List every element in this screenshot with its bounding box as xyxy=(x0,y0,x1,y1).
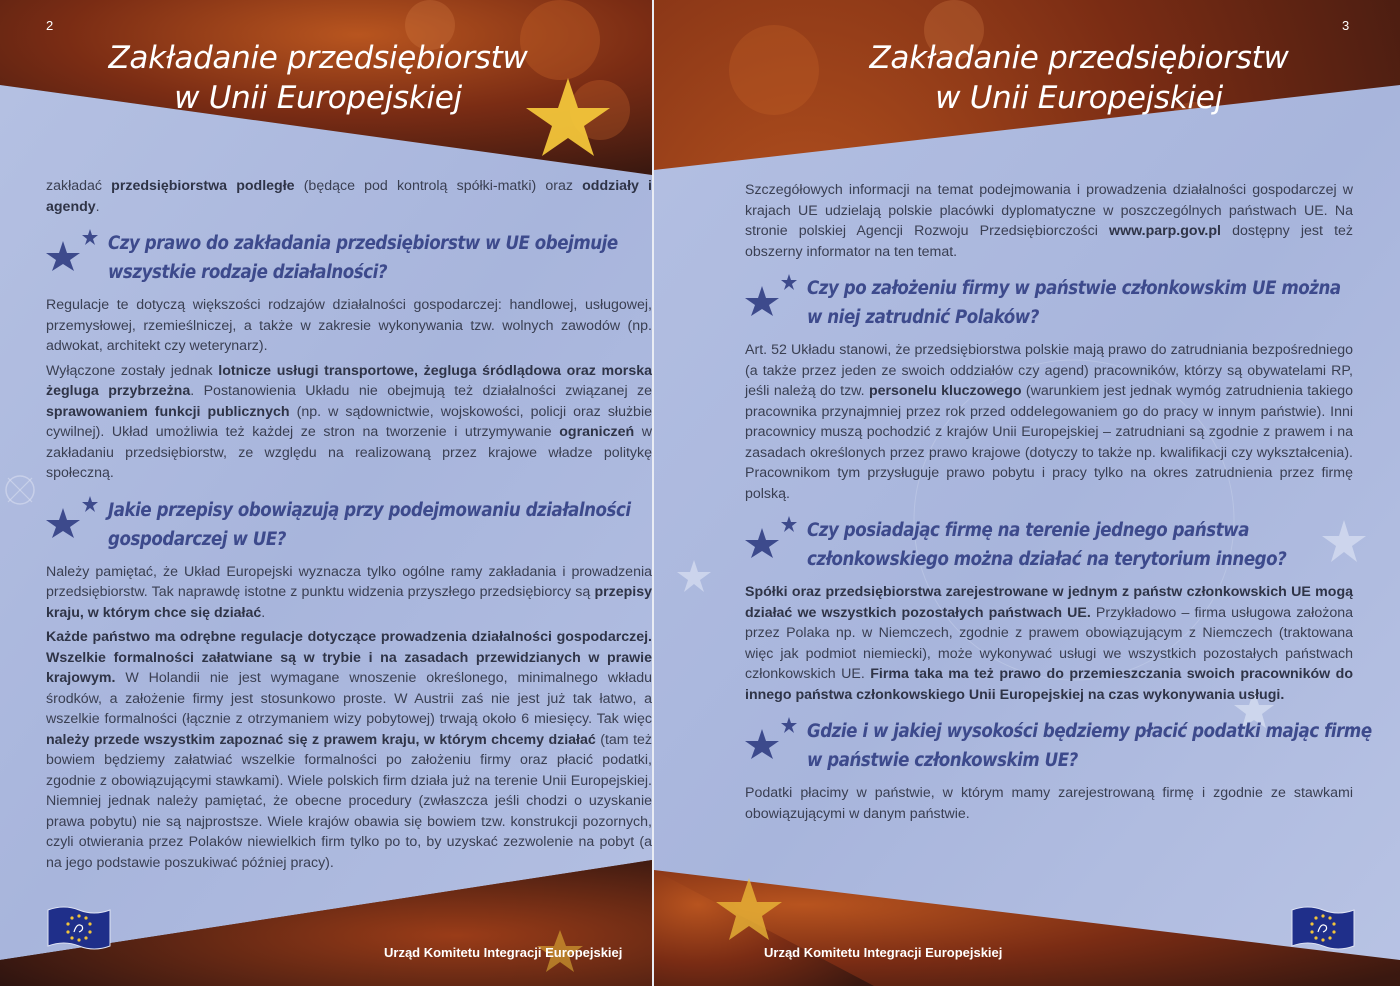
right-content xyxy=(745,180,1372,828)
eu-flag-logo xyxy=(1290,904,1356,952)
title-line-1: Zakładanie przedsiębiorstw xyxy=(869,40,1289,76)
two-stars-icon xyxy=(745,516,807,558)
footer-label: Urząd Komitetu Integracji Europejskiej xyxy=(764,945,1003,960)
answer-paragraph: Należy pamiętać, że Układ Europejski wyznacza tylko ogólne ramy zakładania i prowadzenia przedsiębiorstw. Tak naprawdę istotne z punktu widzenia przyszłego przedsiębiorcy są przepisy kraju, w którym chce się działać. xyxy=(46,563,652,621)
intro-paragraph: zakładać przedsiębiorstwa podległe (będące pod kontrolą spółki-matki) oraz oddziały i agendy. xyxy=(46,178,652,215)
answer-paragraph: Wyłączone zostały jednak lotnicze usługi transportowe, żegluga śródlądowa oraz morska żegluga przybrzeżna. Postanowienia Układu nie obejmują też działalności związanej ze sprawowaniem funkcji publicznych (np. w sądownictwie, wojskowości, policji oraz służbie cywilnej). Układ umożliwia też każdej ze stron na tworzenie i utrzymywanie ograniczeń w zakładaniu przedsiębiorstw, ze względu na realizowaną przez krajowe władze politykę społeczną. xyxy=(46,362,652,481)
right-page xyxy=(654,0,1400,986)
left-content xyxy=(46,176,652,877)
two-stars-icon xyxy=(46,229,108,271)
title-line-2: w Unii Europejskiej xyxy=(174,80,462,116)
question-heading: Czy po założeniu firmy w państwie członkowskim UE można w niej zatrudnić Polaków? xyxy=(745,274,1353,332)
page-title xyxy=(844,38,1314,118)
intro-paragraph: Szczegółowych informacji na temat podejmowania i prowadzenia działalności gospodarczej w krajach UE udzielają polskie placówki dyplomatyczne w poszczególnych państwach UE. Na stronie polskiej Agencji Rozwoju Przedsiębiorczości www.parp.gov.pl dostępny jest też obszerny informator na ten temat. xyxy=(745,182,1353,260)
left-page xyxy=(0,0,652,986)
answer-paragraph: Art. 52 Układu stanowi, że przedsiębiorstwa polskie mają prawo do zatrudniania bezpośredniego (a także przez jeden ze swoich oddziałów czy agend) pracowników, którzy są obywatelami RP, jeśli należą do tzw. personelu kluczowego (warunkiem jest jednak wymóg zatrudnienia takiego pracownika przynajmniej przez rok przed oddelegowaniem go do pracy w innym państwie). Inni pracownicy muszą pochodzić z krajów Unii Europejskiej – zatrudniani są zgodnie z prawem i na zasadach określonych przez prawo krajowe (dotyczy to także np. kwalifikacji czy wykształcenia). Pracownikom tym przysługuje prawo pobytu i pracy tylko na okres zatrudnienia przez firmę polską. xyxy=(745,342,1353,502)
answer-paragraph: Regulacje te dotyczą większości rodzajów działalności gospodarczej: handlowej, usługowej, przemysłowej, rzemieślniczej, a także w zakresie wykonywania tzw. wolnych zawodów (np. adwokat, architekt czy weterynarz). xyxy=(46,297,652,354)
title-line-1: Zakładanie przedsiębiorstw xyxy=(108,40,528,76)
page-number: 3 xyxy=(1342,18,1350,33)
question-heading: Jakie przepisy obowiązują przy podejmowaniu działalności gospodarczej w UE? xyxy=(46,496,652,554)
answer-paragraph: Każde państwo ma odrębne regulacje dotyczące prowadzenia działalności gospodarczej. Wszelkie formalności załatwiane są w trybie i na zasadach przewidzianych w prawie krajowym. W Holandii nie jest wymagane wnoszenie określonego, minimalnego wkładu środków, a założenie firmy jest stosunkowo proste. W Austrii zaś nie jest już tak łatwo, a wszelkie formalności (łącznie z otrzymaniem wizy pobytowej) trwają około 6 miesięcy. Tak więc należy przede wszystkim zapoznać się z prawem kraju, w którym chcemy działać (tam też bowiem będziemy załatwiać wszelkie formalności po założeniu firmy oraz płacić podatki, zgodnie z obowiązującymi stawkami). Wiele polskich firm działa już na terenie Unii Europejskiej. Niemniej jednak należy pamiętać, że obecne procedury (zwłaszcza jeśli chodzi o uzyskanie prawa pobytu) nie są najprostsze. Wiele krajów obawia się bowiem tzw. konstrukcji pozornych, czyli otwierania przez Polaków niewielkich firm tylko po to, by uzyskać zezwolenie na pobyt (a na jego podstawie poszukiwać później pracy). xyxy=(46,629,652,871)
answer-paragraph: Spółki oraz przedsiębiorstwa zarejestrowane w jednym z państw członkowskich UE mogą działać we wszystkich pozostałych państwach UE. Przykładowo – firma usługowa założona przez Polaka np. w Niemczech, zgodnie z prawem obowiązującym z Niemczech (traktowana więc jak podmiot niemiecki), może wykonywać usługi we wszystkich pozostałych państwach członkowskich UE. Firma taka ma też prawo do przemieszczania swoich pracowników do innego państwa członkowskiego Unii Europejskiej na czas wykonywania usługi. xyxy=(745,584,1353,703)
page-number: 2 xyxy=(46,18,54,33)
eu-flag-logo xyxy=(46,904,112,952)
two-stars-icon xyxy=(745,274,807,316)
two-stars-icon xyxy=(46,496,108,538)
question-heading: Czy posiadając firmę na terenie jednego państwa członkowskiego można działać na terytorium innego? xyxy=(745,516,1353,574)
answer-paragraph: Podatki płacimy w państwie, w którym mamy zarejestrowaną firmę i zgodnie ze stawkami obowiązującymi w danym państwie. xyxy=(745,785,1353,822)
question-heading: Czy prawo do zakładania przedsiębiorstw w UE obejmuje wszystkie rodzaje działalności? xyxy=(46,229,652,287)
footer-label: Urząd Komitetu Integracji Europejskiej xyxy=(384,945,623,960)
question-heading: Gdzie i w jakiej wysokości będziemy płacić podatki mając firmę w państwie członkowskim UE? xyxy=(745,717,1353,775)
two-stars-icon xyxy=(745,717,807,759)
title-line-2: w Unii Europejskiej xyxy=(935,80,1223,116)
page-title xyxy=(98,38,538,118)
